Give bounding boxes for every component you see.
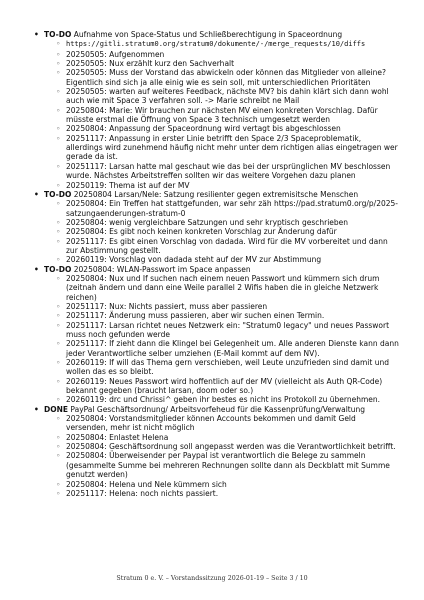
note-item: ◦ 20250804: Enlastet Helena	[44, 433, 400, 442]
note-item: ◦ 20250804: Vorstandsmitglieder können Accounts bekommen und damit Geld versenden, mehr ist nicht möglich	[44, 414, 400, 433]
note-item: ◦ 20251117: Larsan hatte mal geschaut wie das bei der ursprünglichen MV beschlossen wurde. Nächstes Arbeitstreffen sollten wir das weitere Vorgehen dazu planen	[44, 162, 400, 181]
todo-keyword: TO-DO	[44, 30, 72, 39]
note-item: ◦ 20251117: Es gibt einen Vorschlag von dadada. Wird für die MV vorbereitet und dann zur Abstimmung gestellt.	[44, 237, 400, 256]
todo-title: 20250804: WLAN-Passwort im Space anpassen	[73, 264, 251, 274]
note-item: ◦ 20250505: Muss der Vorstand das abwickeln oder können das Mitglieder von alleine? Eigentlich sind sich ja alle einig wie es sein soll, mit unterschiedlichen Prioritäten	[44, 68, 400, 87]
todo-title: Aufnahme von Space-Status und Schließberechtigung in Spaceordnung	[73, 30, 343, 39]
page-footer: Stratum 0 e. V. – Vorstandssitzung 2026-01-19 – Seite 3 / 10	[116, 575, 308, 582]
note-item: ◦ 20250804: Überweisender per Paypal ist verantwortlich die Belege zu sammeln (gesammelte Summe bei mehreren Rechnungen sollte dann als Deckblatt mit Summe genutzt werden)	[44, 451, 400, 479]
todo-item	[30, 30, 400, 190]
document-page	[30, 30, 400, 498]
note-item: ◦ 20250804: wenig vergleichbare Satzungen und sehr kryptisch geschrieben	[44, 218, 400, 227]
merge-request-link[interactable]: https://gitli.stratum0.org/stratum0/dokumente/-/merge_requests/10/diffs	[66, 40, 366, 49]
note-item: ◦ 20251117: Anpassung in erster Linie betrifft den Space 2/3 Spaceproblematik, allerdings wird zunehmend häufig nicht mehr unter dem richtigen alias eingetragen wer gerade da ist.	[44, 134, 400, 162]
todo-item	[30, 190, 400, 265]
note-item: ◦ 20251117: Helena: noch nichts passiert.	[44, 489, 400, 498]
note-item: ◦ 20260119: Neues Passwort wird hoffentlich auf der MV (vielleicht als Auth QR-Code) bekannt gegeben (braucht larsan, doom oder so.)	[44, 377, 400, 396]
note-list	[44, 414, 400, 498]
note-item: ◦ 20250804: Geschäftsordnung soll angepasst werden was die Verantwortlichkeit betrifft.	[44, 442, 400, 451]
note-item: ◦ 20251117: Nux: Nichts passiert, muss aber passieren	[44, 302, 400, 311]
note-list	[44, 199, 400, 264]
note-item: ◦ 20250804: Anpassung der Spaceordnung wird vertagt bis abgeschlossen	[44, 124, 400, 133]
note-item: ◦ 20251117: If zieht dann die Klingel bei Gelegenheit um. Alle anderen Dienste kann dann jeder Verantwortliche selber umziehen (E-Mail kommt auf dem NV).	[44, 339, 400, 358]
note-item: ◦ 20250804: Marie: Wir brauchen zur nächsten MV einen konkreten Vorschlag. Dafür müsste erstmal die Öffnung von Space 3 technisch umgesetzt werden	[44, 106, 400, 125]
note-item: ◦ 20250804: Es gibt noch keinen konkreten Vorschlag zur Änderung dafür	[44, 227, 400, 236]
note-item: ◦ 20250804: Ein Treffen hat stattgefunden, war sehr zäh https://pad.stratum0.org/p/2025-satzungaenderungen-stratum-0	[44, 199, 400, 218]
note-list	[44, 39, 400, 190]
note-item: ◦ 20260119: Vorschlag von dadada steht auf der MV zur Abstimmung	[44, 255, 400, 264]
todo-keyword: TO-DO	[44, 264, 72, 274]
todo-list	[30, 30, 400, 498]
note-item: ◦ 20260119: drc und Chrissi^ geben ihr bestes es nicht ins Protokoll zu übernehmen.	[44, 395, 400, 404]
note-item: ◦ 20250119: Thema ist auf der MV	[44, 181, 400, 190]
todo-item	[30, 265, 400, 405]
todo-keyword: DONE	[44, 404, 69, 414]
note-item: ◦ 20250505: Nux erzählt kurz den Sachverhalt	[44, 59, 400, 68]
note-item: ◦ 20260119: If will das Thema gern verschieben, weil Leute unzufrieden sind damit und wollen das es so bleibt.	[44, 358, 400, 377]
todo-keyword: TO-DO	[44, 189, 72, 199]
note-list	[44, 274, 400, 405]
note-item: ◦ 20250505: Aufgenommen	[44, 50, 400, 59]
note-item: ◦ 20250804: Nux und If suchen nach einem neuen Passwort und kümmern sich drum (zeitnah ändern und dann eine Weile parallel 2 Wifis haben die in gleiche Netzwerk reichen)	[44, 274, 400, 302]
note-item	[44, 39, 400, 49]
note-item: ◦ 20250804: Helena und Nele kümmern sich	[44, 480, 400, 489]
todo-title: PayPal Geschäftsordnung/ Arbeitsvorfeheud für die Kassenprüfung/Verwaltung	[70, 404, 365, 414]
todo-item	[30, 405, 400, 498]
note-item: ◦ 20251117: Änderung muss passieren, aber wir suchen einen Termin.	[44, 311, 400, 320]
todo-title: 20250804 Larsan/Nele: Satzung resilienter gegen extremisitsche Menschen	[73, 189, 359, 199]
note-item: ◦ 20250505: warten auf weiteres Feedback, nächste MV? bis dahin klärt sich dann wohl auch wie mit Space 3 verfahren soll. -> Marie schreibt ne Mail	[44, 87, 400, 106]
note-item: ◦ 20251117: Larsan richtet neues Netzwerk ein: "Stratum0 legacy" und neues Passwort muss noch gefunden werde	[44, 321, 400, 340]
